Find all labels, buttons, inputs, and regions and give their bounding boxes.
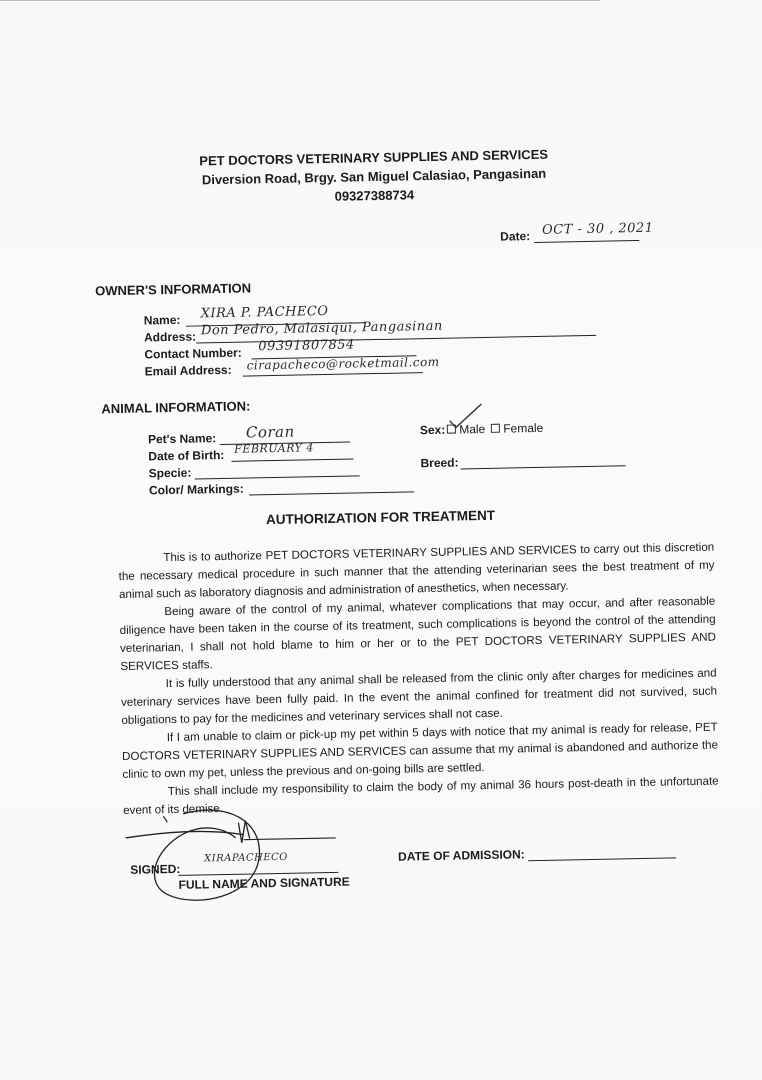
- authorization-body: [118, 539, 719, 820]
- dob-line: [231, 458, 353, 461]
- signed-label: SIGNED:: [130, 861, 181, 877]
- dob-value: FEBRUARY 4: [234, 441, 314, 456]
- male-check-mark-icon: [445, 400, 486, 431]
- female-checkbox[interactable]: [491, 424, 500, 433]
- authorization-paragraph: This shall include my responsibility to claim the body of my animal 36 hours post-death in the unfortunate event of its demise.: [123, 774, 719, 817]
- owner-name-label: Name:: [143, 312, 181, 328]
- owner-name-value: XIRA P. PACHECO: [200, 303, 329, 322]
- date-line: [534, 240, 639, 243]
- owner-section-title: OWNER'S INFORMATION: [95, 280, 252, 299]
- authorization-paragraph: Being aware of the control of my animal, whatever complications that may occur, and after reasonable diligence have been taken in the course of its treatment, such complications is beyond the control of the attending veterinarian, I shall not hold blame to him or her or to the PET DOCTORS VETERINARY SUPPLIES AND SERVICES staffs.: [119, 594, 717, 674]
- dob-label: Date of Birth:: [148, 447, 225, 464]
- color-markings-label: Color/ Markings:: [148, 481, 244, 498]
- date-of-admission-line: [528, 857, 676, 861]
- authorization-paragraph: This is to authorize PET DOCTORS VETERINARY SUPPLIES AND SERVICES to carry out this discretion the necessary medical procedure in such manner that the attending veterinarian sees the best treatment of my animal such as laboratory diagnosis and administration of anesthetics, when necessary.: [118, 540, 715, 602]
- authorization-paragraph: It is fully understood that any animal shall be released from the clinic only after charges for medicines and veterinary services have been fully paid. In the event the animal confined for treatment did not survived, such obligations to pay for the medicines and veterinary services shall not case.: [120, 666, 718, 727]
- pet-name-value: Coran: [245, 422, 295, 442]
- owner-address-value: Don Pedro, Malasiqui, Pangasinan: [200, 318, 443, 339]
- date-label: Date:: [500, 229, 531, 244]
- authorization-title: AUTHORIZATION FOR TREATMENT: [265, 507, 496, 528]
- male-option-label: Male: [459, 421, 486, 437]
- breed-label: Breed:: [420, 455, 459, 471]
- pet-name-label: Pet's Name:: [147, 431, 217, 447]
- owner-email-value: cirapacheco@rocketmail.com: [246, 354, 440, 373]
- date-value: OCT - 30 , 2021: [541, 220, 654, 238]
- specie-label: Specie:: [148, 465, 192, 481]
- animal-section-title: ANIMAL INFORMATION:: [101, 398, 251, 417]
- owner-contact-label: Contact Number:: [144, 345, 242, 362]
- date-of-admission-label: DATE OF ADMISSION:: [397, 847, 525, 864]
- business-address: Diversion Road, Brgy. San Miguel Calasiao, Pangasinan: [201, 165, 547, 188]
- female-option-label: Female: [503, 420, 544, 436]
- specie-line: [195, 475, 360, 479]
- owner-email-line: [243, 372, 423, 376]
- signed-value: XIRAPACHECO: [203, 851, 289, 865]
- color-markings-line: [249, 491, 414, 495]
- sex-label: Sex:: [419, 422, 446, 438]
- full-name-signature-label: FULL NAME AND SIGNATURE: [178, 874, 350, 892]
- owner-email-label: Email Address:: [144, 362, 232, 379]
- business-name: PET DOCTORS VETERINARY SUPPLIES AND SERVICES: [199, 146, 549, 169]
- breed-line: [461, 465, 626, 469]
- owner-contact-value: 09391807854: [258, 337, 355, 355]
- owner-address-label: Address:: [143, 329, 197, 345]
- authorization-paragraph: If I am unable to claim or pick-up my pet within 5 days with notice that my animal is ready for release, PET DOCTORS VETERINARY SUPPLIES AND SERVICES can assume that my animal is abandoned and authorize the clinic to own my pet, unless the previous and on-going bills are settled.: [121, 720, 719, 781]
- business-phone: 09327388734: [334, 187, 415, 204]
